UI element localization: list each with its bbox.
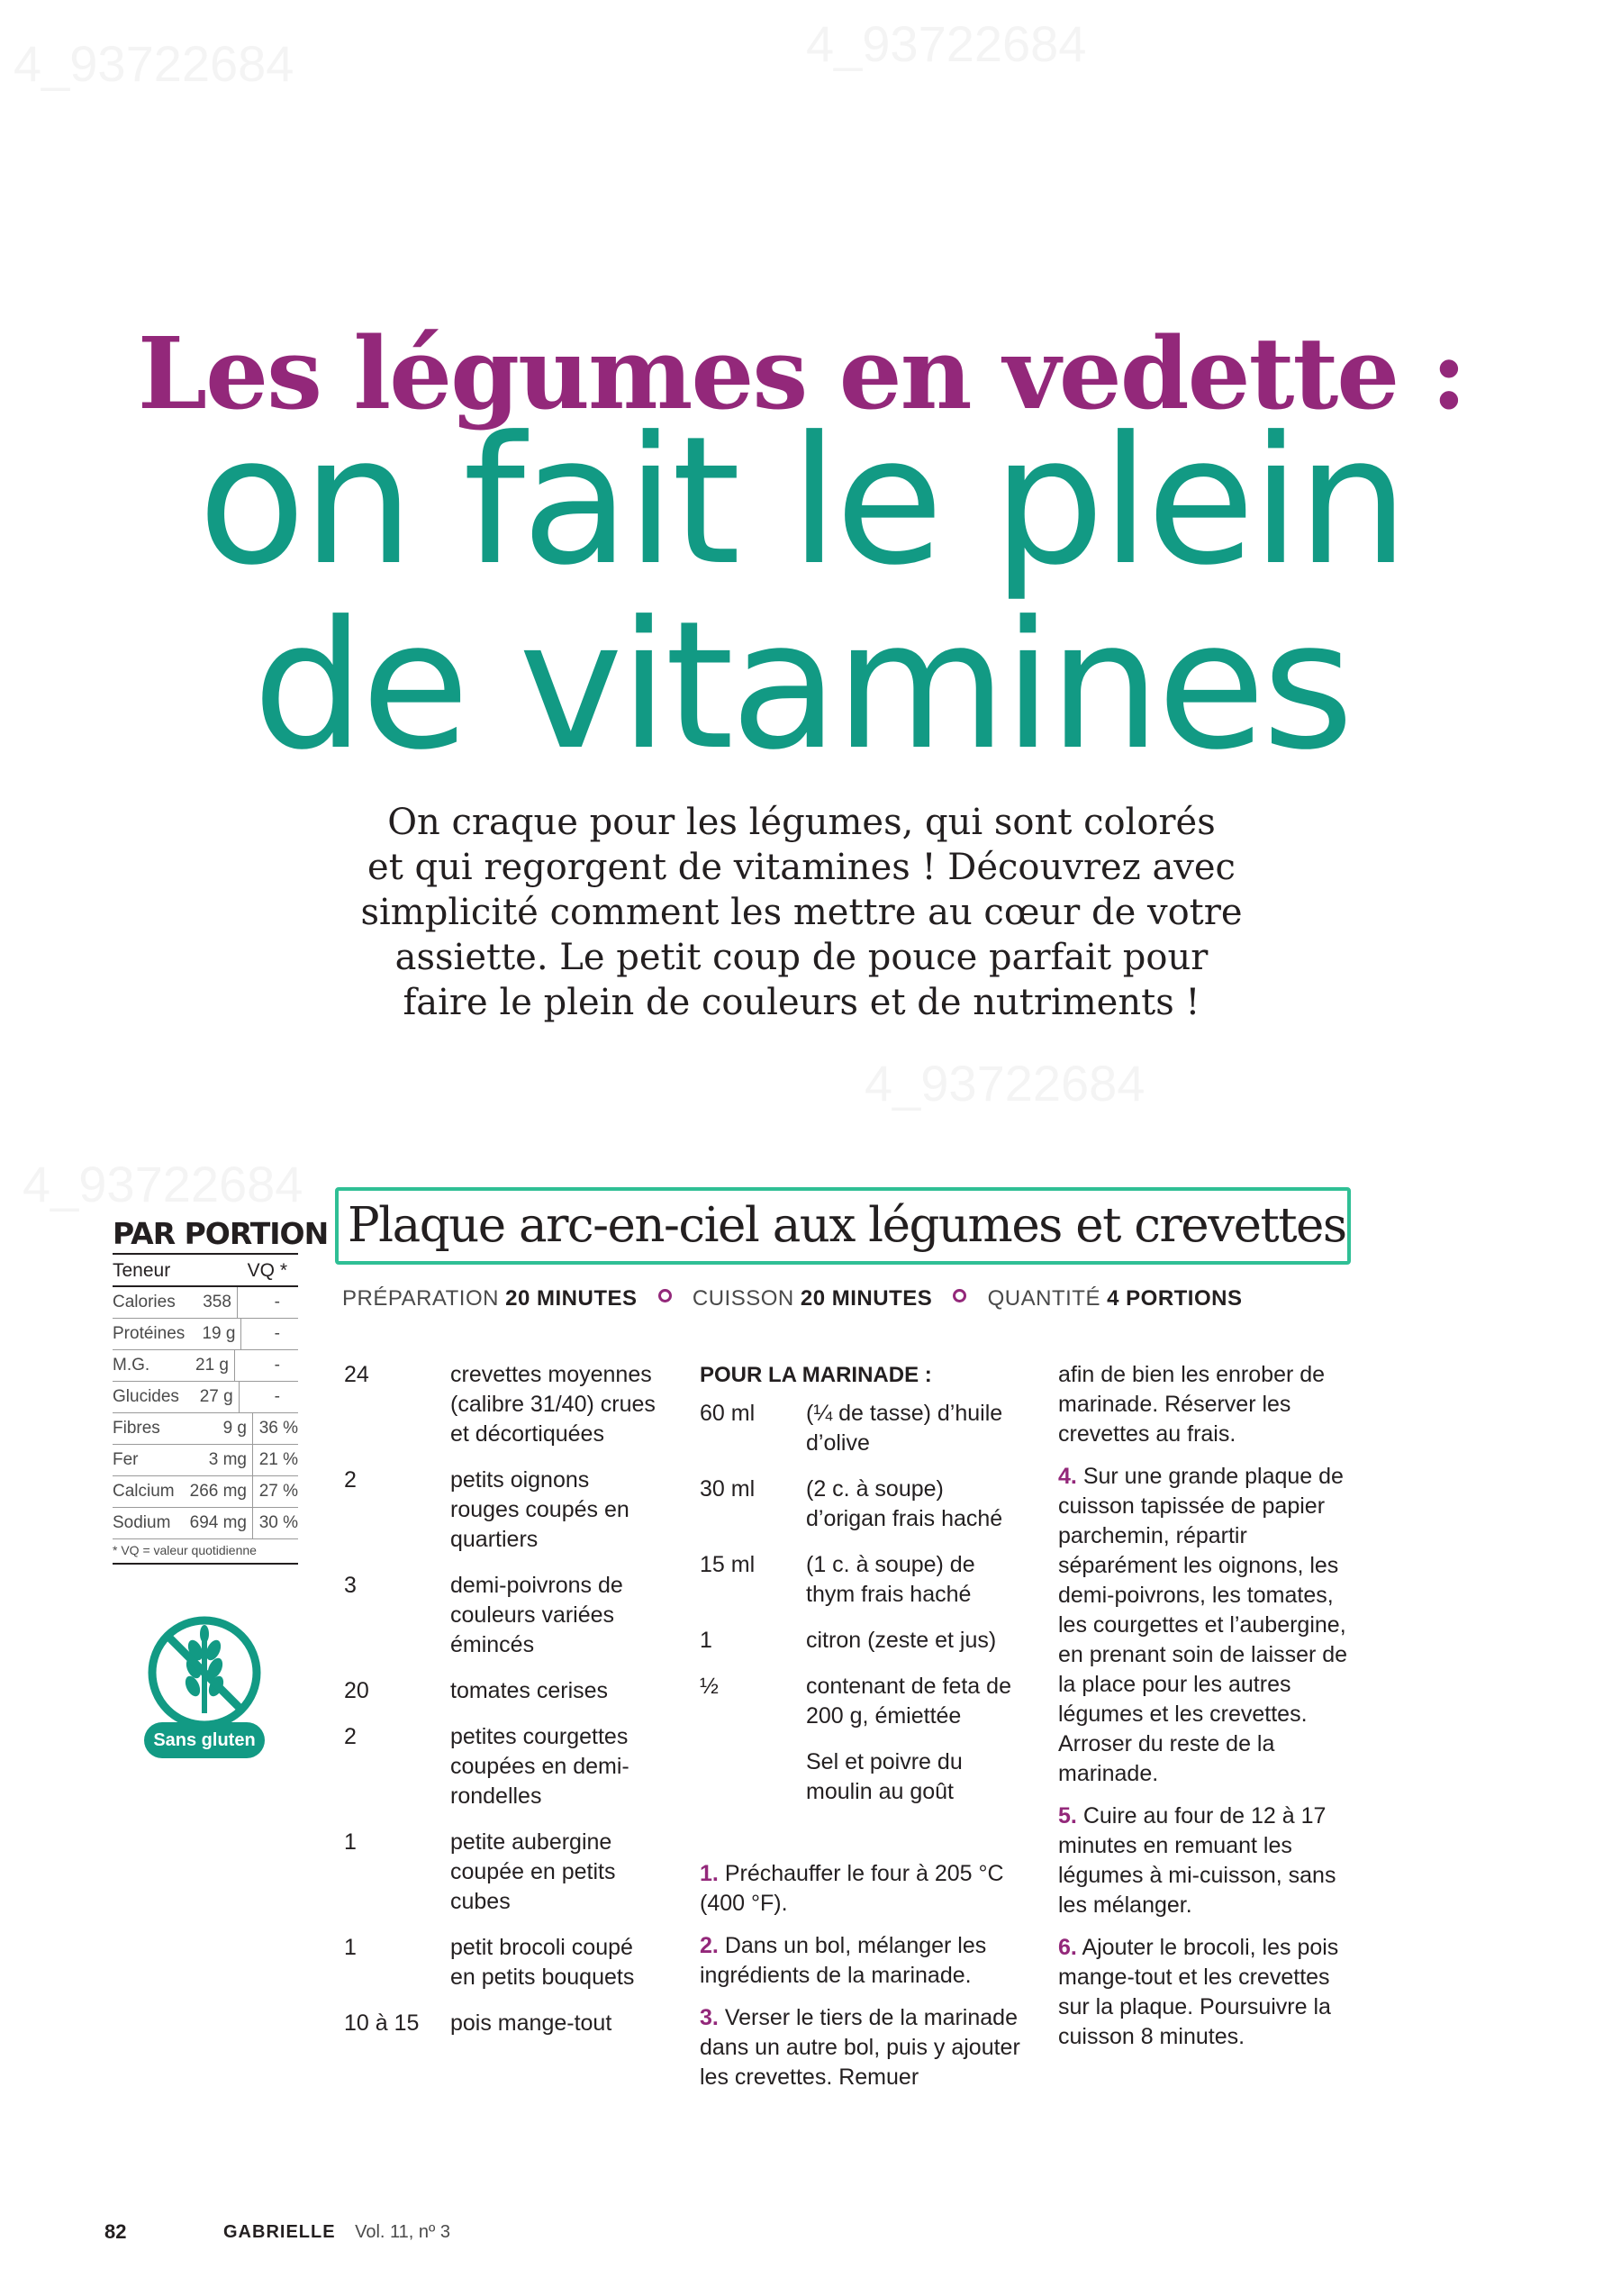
prep-label: PRÉPARATION [342, 1286, 499, 1311]
intro-line: simplicité comment les mettre au cœur de votre [360, 892, 1243, 933]
nutrition-row [113, 1287, 298, 1319]
ingredient-desc: demi-poivrons de couleurs variées émincés [450, 1573, 623, 1657]
nutrition-row [113, 1319, 298, 1350]
step [700, 1859, 1033, 1919]
nutrition-title: PAR PORTION [113, 1216, 298, 1255]
magazine-footer [223, 2222, 450, 2243]
bullet-icon [658, 1289, 672, 1302]
nutrition-row [113, 1476, 298, 1508]
qty-value: 4 PORTIONS [1107, 1286, 1243, 1311]
marinade-qty: ½ [700, 1674, 719, 1699]
ingredient-desc: tomates cerises [450, 1678, 609, 1703]
ingredient-qty: 10 à 15 [344, 2010, 420, 2036]
step-number: 2. [700, 1933, 719, 1958]
marinade-item [700, 1747, 1033, 1807]
step [1058, 1462, 1364, 1789]
cook-value: 20 MINUTES [800, 1286, 933, 1311]
nutrition-label: Glucides [113, 1387, 179, 1406]
magazine-name: GABRIELLE [223, 2222, 336, 2242]
nutrition-panel [113, 1216, 329, 1565]
nutrition-col-teneur: Teneur [113, 1260, 171, 1281]
intro-line: On craque pour les légumes, qui sont colorés [387, 802, 1216, 843]
nutrition-vq: - [274, 1387, 280, 1406]
nutrition-label: Fer [113, 1450, 139, 1469]
marinade-qty [700, 1747, 806, 1807]
watermark: 4_93722684 [865, 1055, 1146, 1112]
marinade-desc: (1 c. à soupe) de thym frais haché [806, 1552, 975, 1607]
marinade-qty: 15 ml [700, 1552, 756, 1577]
ingredient-item [344, 1722, 668, 1811]
step-text: Verser le tiers de la marinade dans un autre bol, puis y ajouter les crevettes. Remuer [700, 2005, 1020, 2090]
nutrition-value: 27 g [179, 1382, 240, 1412]
nutrition-value: 694 mg [187, 1508, 253, 1538]
ingredient-desc: pois mange-tout [450, 2010, 612, 2036]
nutrition-footnote: * VQ = valeur quotidienne [113, 1539, 298, 1565]
marinade-item [700, 1399, 1033, 1458]
ingredient-qty: 24 [344, 1362, 369, 1387]
nutrition-header [113, 1255, 298, 1287]
nutrition-vq: 27 % [258, 1482, 298, 1501]
step [1058, 1801, 1364, 1920]
ingredient-item [344, 1466, 668, 1555]
step-text: Dans un bol, mélanger les ingrédients de la marinade. [700, 1933, 987, 1988]
step [700, 2003, 1033, 2092]
headline-main [0, 399, 1603, 789]
nutrition-col-vq: VQ * [247, 1260, 287, 1281]
qty-label: QUANTITÉ [987, 1286, 1100, 1311]
ingredient-item [344, 1571, 668, 1660]
nutrition-value: 266 mg [187, 1476, 253, 1507]
step-number: 1. [700, 1861, 719, 1886]
marinade-item [700, 1626, 1033, 1656]
ingredient-qty: 2 [344, 1467, 357, 1493]
step [1058, 1933, 1364, 2052]
ingredient-item [344, 1828, 668, 1917]
marinade-item [700, 1475, 1033, 1534]
marinade-item [700, 1550, 1033, 1610]
prep-value: 20 MINUTES [505, 1286, 638, 1311]
marinade-desc: (¼ de tasse) d’huile d’olive [806, 1401, 1003, 1456]
ingredient-item [344, 1933, 668, 1992]
headline-line-2: on fait le plein [197, 399, 1406, 604]
watermark: 4_93722684 [23, 1156, 303, 1212]
marinade-desc: (2 c. à soupe) d’origan frais haché [806, 1476, 1003, 1531]
nutrition-row [113, 1350, 298, 1382]
cook-label: CUISSON [692, 1286, 794, 1311]
nutrition-label: Calcium [113, 1482, 175, 1501]
step-text: Sur une grande plaque de cuisson tapissée de papier parchemin, répartir séparément les oignons, les demi-poivrons, les tomates, les courgettes et l’aubergine, en prenant soin de laisser de la place pour les autres légumes et les crevettes. Arroser du reste de la marinade. [1058, 1464, 1348, 1786]
page-number: 82 [104, 2220, 127, 2243]
step-text: Cuire au four de 12 à 17 minutes en remuant les légumes à mi-cuisson, sans les mélanger. [1058, 1803, 1336, 1918]
ingredient-desc: petites courgettes coupées en demi-rondelles [450, 1724, 629, 1809]
ingredient-desc: petite aubergine coupée en petits cubes [450, 1829, 616, 1914]
nutrition-label: Sodium [113, 1513, 171, 1532]
nutrition-label: Protéines [113, 1324, 186, 1343]
intro-line: faire le plein de couleurs et de nutriments ! [403, 982, 1200, 1023]
step-number: 3. [700, 2005, 719, 2030]
marinade-qty: 60 ml [700, 1401, 756, 1426]
marinade-column [700, 1360, 1033, 2105]
ingredient-qty: 1 [344, 1829, 357, 1855]
step-number: 4. [1058, 1464, 1077, 1489]
intro-line: et qui regorgent de vitamines ! Découvrez avec [367, 847, 1236, 888]
recipe-title: Plaque arc-en-ciel aux légumes et crevettes [335, 1187, 1351, 1265]
ingredient-desc: crevettes moyennes (calibre 31/40) crues et décortiquées [450, 1362, 656, 1447]
intro-paragraph [306, 800, 1297, 1025]
nutrition-vq: - [274, 1293, 280, 1311]
headline-line-1: Les légumes en vedette : [137, 315, 1466, 431]
nutrition-vq: - [274, 1324, 280, 1343]
nutrition-value: 358 [176, 1287, 238, 1318]
step-number: 6. [1058, 1935, 1077, 1960]
ingredient-item [344, 2009, 668, 2038]
recipe-meta [342, 1286, 1242, 1311]
step-text: Ajouter le brocoli, les pois mange-tout et les crevettes sur la plaque. Poursuivre la cuisson 8 minutes. [1058, 1935, 1339, 2049]
magazine-issue: Vol. 11, nº 3 [355, 2222, 451, 2242]
nutrition-label: Calories [113, 1293, 176, 1311]
ingredient-desc: petit brocoli coupé en petits bouquets [450, 1935, 635, 1990]
nutrition-row [113, 1382, 298, 1413]
nutrition-vq: 30 % [258, 1513, 298, 1532]
headline-line-3: de vitamines [252, 584, 1351, 789]
bullet-icon [953, 1289, 966, 1302]
nutrition-vq: - [274, 1356, 280, 1375]
step-text: Préchauffer le four à 205 °C (400 °F). [700, 1861, 1004, 1916]
marinade-desc: citron (zeste et jus) [806, 1628, 997, 1653]
ingredient-qty: 2 [344, 1724, 357, 1749]
watermark: 4_93722684 [806, 15, 1087, 72]
watermark: 4_93722684 [14, 35, 294, 92]
nutrition-value: 9 g [187, 1413, 253, 1444]
marinade-desc: Sel et poivre du moulin au goût [806, 1749, 963, 1804]
ingredients-list [344, 1360, 668, 2055]
step-continued: afin de bien les enrober de marinade. Réserver les crevettes au frais. [1058, 1362, 1326, 1447]
step [700, 1931, 1033, 1991]
nutrition-row [113, 1413, 298, 1445]
marinade-desc: contenant de feta de 200 g, émiettée [806, 1674, 1011, 1729]
marinade-title: POUR LA MARINADE : [700, 1363, 932, 1387]
ingredient-item [344, 1360, 668, 1449]
nutrition-value: 3 mg [187, 1445, 253, 1475]
nutrition-label: M.G. [113, 1356, 150, 1375]
intro-line: assiette. Le petit coup de pouce parfait pour [394, 937, 1209, 978]
nutrition-vq: 36 % [258, 1419, 298, 1438]
nutrition-label: Fibres [113, 1419, 160, 1438]
marinade-qty: 30 ml [700, 1476, 756, 1502]
ingredient-qty: 1 [344, 1935, 357, 1960]
nutrition-row [113, 1445, 298, 1476]
marinade-item [700, 1672, 1033, 1731]
marinade-qty: 1 [700, 1628, 712, 1653]
ingredient-desc: petits oignons rouges coupés en quartiers [450, 1467, 629, 1552]
ingredient-item [344, 1676, 668, 1706]
ingredient-qty: 20 [344, 1678, 369, 1703]
steps-column [1058, 1360, 1364, 2065]
nutrition-vq: 21 % [258, 1450, 298, 1469]
gluten-free-label: Sans gluten [144, 1722, 265, 1758]
nutrition-value: 21 g [169, 1350, 235, 1381]
nutrition-value: 19 g [185, 1319, 241, 1349]
ingredient-qty: 3 [344, 1573, 357, 1598]
step-number: 5. [1058, 1803, 1077, 1829]
nutrition-row [113, 1508, 298, 1539]
